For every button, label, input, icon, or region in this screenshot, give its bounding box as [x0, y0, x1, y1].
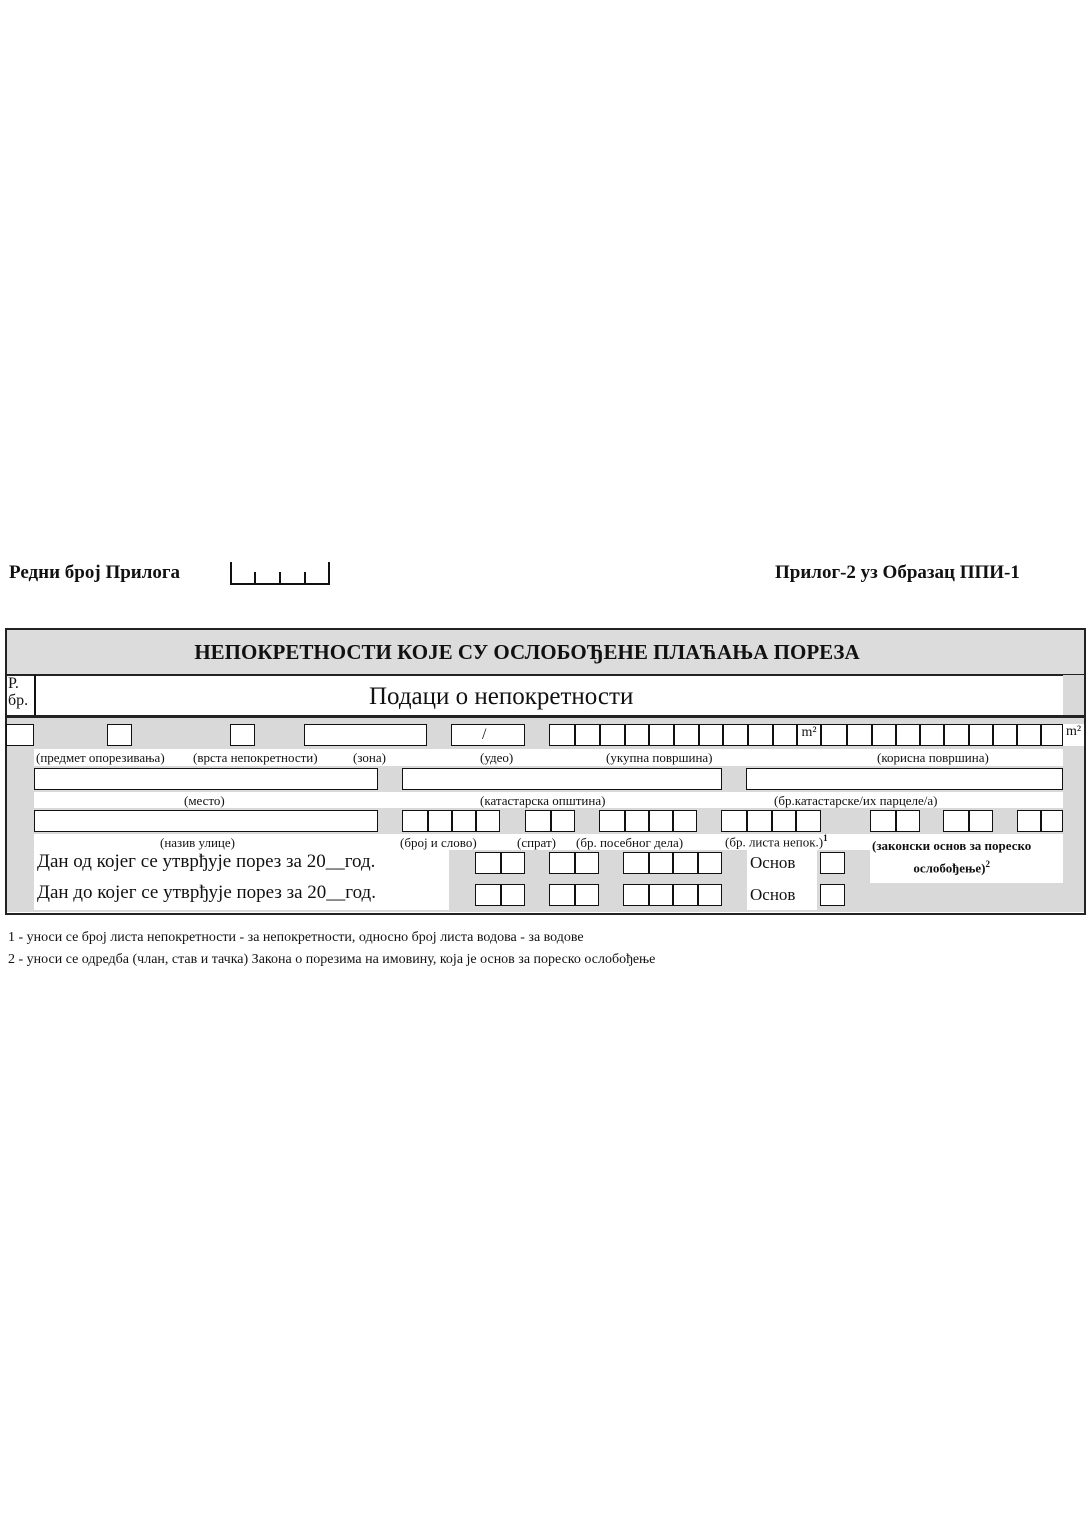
- caption-cadastral-municipality: (катастарска општина): [480, 793, 606, 808]
- caption-floor: (спрат): [517, 835, 556, 850]
- caption-sheet: (бр. листа непок.)$^1$: [725, 833, 828, 850]
- rbr-label: Р. бр.: [8, 675, 29, 709]
- footnote-2: 2 - уноси се одредба (члан, став и тачка) Закона о порезима на имовину, која је основ за пореско ослобођење: [8, 952, 656, 967]
- date-to-month[interactable]: [549, 884, 599, 906]
- caption-useful-area: (корисна површина): [877, 750, 989, 765]
- total-area-input[interactable]: [549, 724, 797, 746]
- date-to-year[interactable]: [623, 884, 722, 906]
- caption-parcel: (бр.катастарске/их парцеле/а): [774, 793, 938, 808]
- osnov-to-label: Основ: [750, 885, 796, 904]
- form-title: НЕПОКРЕТНОСТИ КОЈЕ СУ ОСЛОБОЂЕНЕ ПЛАЋАЊА ПОРЕЗА: [194, 640, 860, 664]
- osnov-from-input[interactable]: [820, 852, 845, 874]
- footnote-1: 1 - уноси се број листа непокретности - за непокретности, односно број листа водова - за водове: [8, 930, 584, 945]
- section-title: Подаци о непокретности: [369, 683, 634, 710]
- osnov-to-input[interactable]: [820, 884, 845, 906]
- attachment-number-boxes[interactable]: [230, 562, 330, 584]
- street-input[interactable]: [34, 810, 378, 832]
- caption-zone: (зона): [353, 750, 386, 765]
- subject-input[interactable]: [107, 724, 132, 746]
- form-reference: Прилог-2 уз Образац ППИ-1: [775, 562, 1020, 583]
- caption-type: (врста непокретности): [193, 750, 318, 765]
- legal-basis-article-input[interactable]: [870, 810, 920, 832]
- osnov-from-label: Основ: [750, 853, 796, 872]
- sheet-input[interactable]: [721, 810, 821, 832]
- caption-total-area: (укупна површина): [606, 750, 713, 765]
- date-from-day[interactable]: [475, 852, 525, 874]
- caption-part: (бр. посебног дела): [576, 835, 684, 850]
- caption-number: (број и слово): [400, 835, 477, 850]
- date-to-day[interactable]: [475, 884, 525, 906]
- cadastral-municipality-input[interactable]: [402, 768, 722, 790]
- caption-share: (удео): [480, 750, 514, 765]
- date-from-month[interactable]: [549, 852, 599, 874]
- date-from-label: Дан од којег се утврђује порез за 20__год.: [37, 851, 376, 872]
- floor-input[interactable]: [525, 810, 575, 832]
- caption-subject: (предмет опорезивања): [36, 750, 165, 765]
- place-input[interactable]: [34, 768, 378, 790]
- number-input[interactable]: [402, 810, 500, 832]
- unit-m2-useful: m²: [1063, 724, 1084, 746]
- caption-street: (назив улице): [160, 835, 235, 850]
- part-input[interactable]: [599, 810, 697, 832]
- unit-m2-total: m²: [797, 724, 821, 746]
- caption-legal-basis: (законски основ за пореско ослобођење)$^2$: [872, 838, 1032, 876]
- caption-place: (место): [184, 793, 225, 808]
- zone-input[interactable]: [304, 724, 427, 746]
- date-from-year[interactable]: [623, 852, 722, 874]
- useful-area-input[interactable]: [821, 724, 1063, 746]
- attachment-number-label: Редни број Прилога: [9, 562, 181, 583]
- rbr-input[interactable]: [6, 724, 34, 746]
- type-input[interactable]: [230, 724, 255, 746]
- legal-basis-point-input[interactable]: [1017, 810, 1063, 832]
- date-to-label: Дан до којег се утврђује порез за 20__год.: [37, 882, 376, 903]
- parcel-input[interactable]: [746, 768, 1063, 790]
- share-input[interactable]: /: [451, 724, 525, 746]
- legal-basis-paragraph-input[interactable]: [943, 810, 993, 832]
